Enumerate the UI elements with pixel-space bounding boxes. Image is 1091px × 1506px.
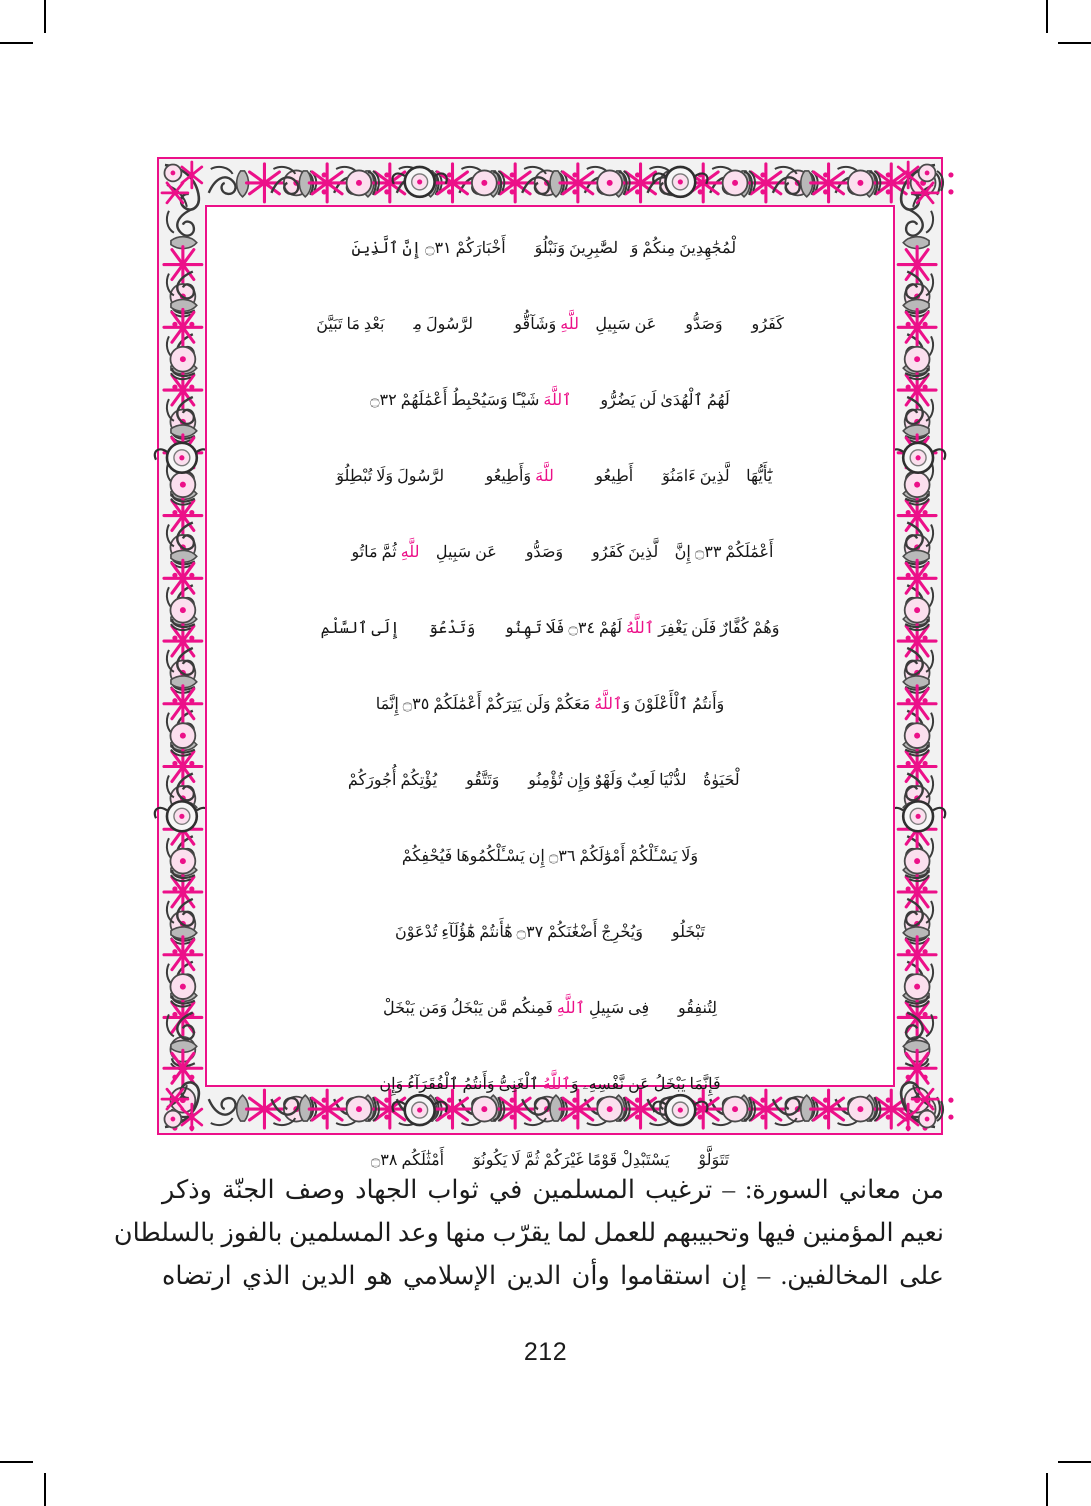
allah-word: ٱللَّه [625,620,655,637]
crop-mark-bottom-left-horizontal [0,1461,33,1463]
allah-word: ٱللَّه [542,1076,571,1093]
allah-word: ٱللَّه [594,696,623,713]
quran-text-plate [205,205,895,1169]
quran-line: تَتَوَلَّوْا۟ يَسْتَبْدِلْ قَوْمًا غَيْرَكُمْ ثُمَّ لَا يَكُونُوٓا۟ أَمْثَٰلَكُم ۝٣٨ [370,1152,730,1169]
quran-line: ۞ يَٰٓأَيُّهَا ٱلَّذِينَ ءَامَنُوٓا۟ أَطِيعُوا۟ ٱللَّهَ وَأَطِيعُوا۟ ٱلرَّسُولَ وَلَا تُبْطِلُوٓا۟ [311,468,789,485]
quran-line: وَهُمْ كُفَّارٌ فَلَن يَغْفِرَ ٱللَّهُ لَهُمْ ۝٣٤ فَلَا تَهِنُوا۟ وَتَدْعُوٓا۟ إِلَى ٱلسَّلْمِ [320,620,780,637]
allah-word: ٱللَّه [543,392,572,409]
crop-mark-top-right-vertical [1046,0,1048,33]
crop-mark-bottom-right-horizontal [1058,1461,1091,1463]
allah-word: ٱللَّهِ [560,316,592,333]
allah-word: ٱللَّه [535,468,567,485]
commentary-line: من معاني السورة: – ترغيب المسلمين في ثواب الجهاد وصف الجنّة وذكر [162,1175,944,1204]
crop-mark-bottom-left-vertical [44,1473,46,1506]
quran-line: وَلَا يَسْـَٔلْكُمْ أَمْوَٰلَكُمْ ۝٣٦ إِن يَسْـَٔلْكُمُوهَا فَيُحْفِكُمْ [401,848,699,865]
commentary-line: نعيم المؤمنين فيها وتحبيبهم للعمل لما يقرّب منها وعد المسلمين بالفوز بالسلطان [113,1218,944,1247]
crop-mark-top-left-horizontal [0,42,33,44]
quran-line: لَهُمُ ٱلْهُدَىٰ لَن يَضُرُّوا۟ ٱللَّهَ شَيْـًٔا وَسَيُحْبِطُ أَعْمَٰلَهُمْ ۝٣٢ [370,392,730,409]
quran-lines [207,211,893,1199]
commentary-line: على المخالفين. – إن استقاموا وأن الدين الإسلامي هو الدين الذي ارتضاه [162,1261,944,1290]
ornamental-frame [157,157,943,1169]
quran-line: كَفَرُوا۟ وَصَدُّوا۟ عَن سَبِيلِ ٱللَّهِ وَشَآقُّوا۟ ٱلرَّسُولَ مِنۢ بَعْدِ مَا تَبَيَّنَ [316,316,784,333]
allah-word: ٱللَّهِ [556,1000,585,1017]
quran-line: ٱلْمُجَٰهِدِينَ مِنكُمْ وَٱلصَّٰبِرِينَ وَنَبْلُوَا۟ أَخْبَارَكُمْ ۝٣١ إِنَّ ٱلَّذِينَ [351,240,749,257]
crop-mark-top-right-horizontal [1058,42,1091,44]
quran-line: أَعْمَٰلَكُمْ ۝٣٣ إِنَّ ٱلَّذِينَ كَفَرُوا۟ وَصَدُّوا۟ عَن سَبِيلِ ٱللَّهِ ثُمَّ مَاتُوا۟ [326,544,774,561]
quran-line: تَبْخَلُوا۟ وَيُخْرِجْ أَضْغَٰنَكُمْ ۝٣٧ هَٰٓأَنتُمْ هَٰٓؤُلَآءِ تُدْعَوْنَ [395,924,705,941]
crop-mark-bottom-right-vertical [1046,1473,1048,1506]
crop-mark-top-left-vertical [44,0,46,33]
quran-line: ٱلْحَيَوٰةُ ٱلدُّنْيَا لَعِبٌ وَلَهْوٌ وَإِن تُؤْمِنُوا۟ وَتَتَّقُوا۟ يُؤْتِكُمْ أُجُورَكُمْ [347,772,753,789]
quran-line: فَإِنَّمَا يَبْخَلُ عَن نَّفْسِهِۦ وَٱللَّهُ ٱلْغَنِىُّ وَأَنتُمُ ٱلْفُقَرَآءُ وَإِن [379,1076,721,1093]
quran-line: وَأَنتُمُ ٱلْأَعْلَوْنَ وَٱللَّهُ مَعَكُمْ وَلَن يَتِرَكُمْ أَعْمَٰلَكُمْ ۝٣٥ إِنَّمَا [375,696,725,713]
allah-word: ٱللَّهِ [400,544,432,561]
quran-line: لِتُنفِقُوا۟ فِى سَبِيلِ ٱللَّهِ فَمِنكُم مَّن يَبْخَلُ وَمَن يَبْخَلْ [382,1000,718,1017]
surah-commentary [113,1168,944,1297]
page-number: 212 [523,1338,568,1366]
